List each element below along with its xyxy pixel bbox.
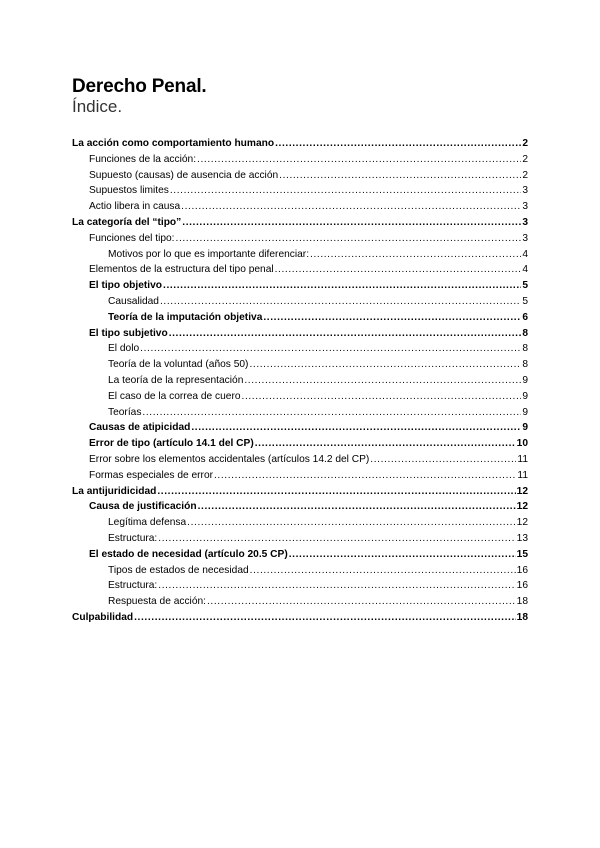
toc-entry-title: La categoría del “tipo” (72, 216, 182, 228)
toc-entry[interactable] (72, 594, 528, 610)
toc-entry-page-number: 2 (522, 138, 528, 149)
toc-entry[interactable] (72, 547, 528, 563)
toc-entry-page-number: 8 (522, 343, 528, 355)
toc-entry[interactable] (72, 294, 528, 310)
toc-dot-leader (181, 199, 521, 215)
toc-dot-leader (134, 610, 516, 626)
toc-dot-leader (169, 326, 522, 342)
toc-entry[interactable] (72, 168, 528, 184)
toc-entry[interactable] (72, 357, 528, 373)
toc-entry-title: Motivos por lo que es importante diferenciar: (108, 248, 310, 260)
toc-entry-title: Teorías (108, 406, 142, 418)
toc-entry-title: Legítima defensa (108, 517, 187, 529)
toc-entry-title: El estado de necesidad (artículo 20.5 CP) (89, 548, 288, 560)
toc-dot-leader (182, 215, 521, 231)
toc-entry[interactable] (72, 531, 528, 547)
toc-entry[interactable] (72, 310, 528, 326)
toc-entry[interactable] (72, 499, 528, 515)
toc-entry-page-number: 6 (522, 311, 528, 323)
toc-entry-title: Elementos de la estructura del tipo penal (89, 264, 274, 276)
toc-entry[interactable] (72, 515, 528, 531)
toc-entry-title: Funciones del tipo: (89, 232, 175, 244)
toc-entry-title: Culpabilidad (72, 611, 134, 623)
toc-entry-page-number: 13 (516, 532, 528, 544)
toc-entry[interactable] (72, 247, 528, 263)
toc-entry[interactable] (72, 389, 528, 405)
toc-entry-page-number: 12 (516, 501, 528, 513)
toc-dot-leader (249, 357, 521, 373)
toc-entry-page-number: 9 (522, 406, 528, 418)
toc-dot-leader (242, 389, 522, 405)
toc-entry-page-number: 8 (522, 359, 528, 371)
toc-entry-title: Tipos de estados de necesidad (108, 564, 249, 576)
toc-entry-title: Error sobre los elementos accidentales (artículos 14.2 del CP) (89, 453, 370, 465)
document-title: Derecho Penal. (72, 76, 207, 97)
toc-entry-page-number: 16 (516, 564, 528, 576)
toc-dot-leader (279, 168, 521, 184)
toc-entry-page-number: 18 (516, 611, 528, 623)
toc-entry-page-number: 5 (522, 280, 528, 292)
toc-entry[interactable] (72, 326, 528, 342)
toc-entry-title: Causas de atipicidad (89, 422, 191, 434)
toc-entry[interactable] (72, 468, 528, 484)
toc-entry-page-number: 2 (522, 153, 528, 165)
toc-entry-page-number: 11 (517, 469, 528, 481)
toc-entry-page-number: 3 (522, 201, 528, 213)
toc-entry-title: Respuesta de acción: (108, 596, 206, 608)
toc-dot-leader (255, 436, 516, 452)
document-subtitle: Índice. (72, 97, 123, 116)
toc-dot-leader (142, 405, 521, 421)
toc-entry-page-number: 3 (522, 232, 528, 244)
toc-entry-page-number: 12 (516, 517, 528, 529)
toc-entry[interactable] (72, 262, 528, 278)
toc-entry[interactable] (72, 420, 528, 436)
toc-entry-page-number: 3 (522, 216, 528, 228)
toc-entry-title: Teoría de la voluntad (años 50) (108, 359, 249, 371)
toc-entry-page-number: 15 (516, 548, 528, 560)
toc-entry-title: Actio libera in causa (89, 201, 181, 213)
toc-entry[interactable] (72, 152, 528, 168)
toc-dot-leader (160, 294, 521, 310)
toc-entry[interactable] (72, 610, 528, 626)
toc-dot-leader (176, 231, 522, 247)
toc-entry[interactable] (72, 183, 528, 199)
toc-entry[interactable] (72, 563, 528, 579)
toc-dot-leader (244, 373, 521, 389)
toc-dot-leader (158, 578, 515, 594)
toc-entry-page-number: 9 (522, 390, 528, 402)
toc-entry-page-number: 5 (522, 295, 528, 307)
toc-dot-leader (197, 152, 521, 168)
toc-dot-leader (157, 484, 515, 500)
toc-entry-title: Funciones de la acción: (89, 153, 197, 165)
toc-dot-leader (170, 183, 521, 199)
toc-entry[interactable] (72, 199, 528, 215)
toc-entry-title: Error de tipo (artículo 14.1 del CP) (89, 438, 254, 450)
toc-entry-page-number: 18 (516, 596, 528, 608)
toc-entry-title: El caso de la correa de cuero (108, 390, 241, 402)
toc-entry-page-number: 2 (522, 169, 528, 181)
toc-dot-leader (198, 499, 516, 515)
toc-entry-title: El tipo subjetivo (89, 327, 168, 339)
toc-entry-title: Formas especiales de error (89, 469, 213, 481)
toc-entry-page-number: 11 (517, 453, 528, 465)
toc-entry-page-number: 9 (522, 422, 528, 434)
toc-entry-title: Causalidad (108, 295, 159, 307)
toc-entry-page-number: 4 (522, 248, 528, 260)
toc-entry[interactable] (72, 373, 528, 389)
toc-dot-leader (140, 341, 521, 357)
toc-entry-page-number: 12 (516, 485, 528, 497)
toc-dot-leader (275, 136, 521, 152)
toc-entry[interactable] (72, 136, 528, 152)
toc-entry-title: El dolo (108, 343, 140, 355)
toc-entry-title: Supuestos limites (89, 185, 169, 197)
toc-entry-title: Estructura: (108, 532, 158, 544)
toc-dot-leader (370, 452, 516, 468)
toc-entry-page-number: 8 (522, 327, 528, 339)
toc-entry-page-number: 16 (516, 580, 528, 592)
toc-dot-leader (289, 547, 516, 563)
toc-entry[interactable] (72, 436, 528, 452)
toc-entry-title: La teoría de la representación (108, 374, 244, 386)
toc-entry-page-number: 9 (522, 374, 528, 386)
toc-dot-leader (263, 310, 521, 326)
toc-entry[interactable] (72, 484, 528, 500)
toc-dot-leader (191, 420, 521, 436)
toc-dot-leader (275, 262, 522, 278)
toc-entry-title: Supuesto (causas) de ausencia de acción (89, 169, 279, 181)
toc-dot-leader (310, 247, 521, 263)
toc-dot-leader (158, 531, 515, 547)
toc-entry-title: La acción como comportamiento humano (72, 138, 275, 149)
toc-dot-leader (214, 468, 516, 484)
toc-entry[interactable] (72, 278, 528, 294)
toc-entry[interactable] (72, 231, 528, 247)
table-of-contents (72, 136, 528, 626)
toc-entry[interactable] (72, 341, 528, 357)
toc-entry[interactable] (72, 578, 528, 594)
toc-dot-leader (187, 515, 515, 531)
toc-entry[interactable] (72, 215, 528, 231)
toc-dot-leader (163, 278, 521, 294)
toc-entry[interactable] (72, 405, 528, 421)
toc-entry-title: Causa de justificación (89, 501, 197, 513)
toc-entry-title: La antijuridicidad (72, 485, 157, 497)
toc-entry-page-number: 4 (522, 264, 528, 276)
toc-entry-title: El tipo objetivo (89, 280, 163, 292)
toc-dot-leader (207, 594, 516, 610)
toc-entry-page-number: 3 (522, 185, 528, 197)
toc-dot-leader (250, 563, 516, 579)
toc-entry-title: Teoría de la imputación objetiva (108, 311, 263, 323)
toc-entry-title: Estructura: (108, 580, 158, 592)
toc-entry-page-number: 10 (516, 438, 528, 450)
toc-entry[interactable] (72, 452, 528, 468)
